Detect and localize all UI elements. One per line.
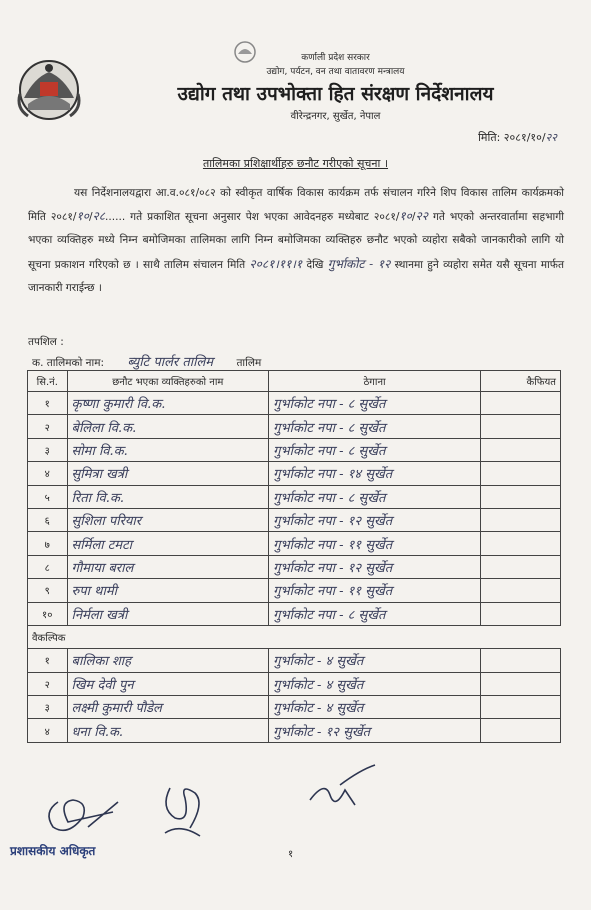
row-serial-number: ४ <box>28 462 68 485</box>
province-government-line: कर्णाली प्रदेश सरकार <box>301 53 370 63</box>
table-header-row <box>28 371 561 392</box>
row-address: गुर्भाकोट - ४ सुर्खेत <box>269 696 481 719</box>
selected-participants-table <box>27 370 561 743</box>
row-remarks <box>480 462 560 485</box>
row-address: गुर्भाकोट नपा - १२ सुर्खेत <box>269 555 481 578</box>
row-remarks <box>480 672 560 695</box>
table-row <box>28 462 561 485</box>
row-person-name: धना वि.क. <box>67 719 269 742</box>
row-remarks <box>480 719 560 742</box>
table-row <box>28 602 561 625</box>
office-address: वीरेन्द्रनगर, सुर्खेत, नेपाल <box>290 111 381 122</box>
row-remarks <box>480 602 560 625</box>
col-header-remarks: कैफियत <box>480 371 560 392</box>
row-serial-number: २ <box>28 415 68 438</box>
row-person-name: कृष्णा कुमारी वि.क. <box>67 392 269 415</box>
row-serial-number: ३ <box>28 438 68 461</box>
row-address: गुर्भाकोट नपा - १४ सुर्खेत <box>269 462 481 485</box>
row-person-name: गौमाया बराल <box>67 555 269 578</box>
row-person-name: रिता वि.क. <box>67 485 269 508</box>
row-serial-number: ४ <box>28 719 68 742</box>
row-serial-number: ८ <box>28 555 68 578</box>
page-number: १ <box>288 849 294 860</box>
notice-date: मिति: २०८१/१०/२२ <box>478 131 557 144</box>
row-address: गुर्भाकोट नपा - ८ सुर्खेत <box>269 415 481 438</box>
row-person-name: बालिका शाह <box>67 649 269 672</box>
table-row <box>28 555 561 578</box>
row-address: गुर्भाकोट नपा - ८ सुर्खेत <box>269 392 481 415</box>
row-serial-number: ६ <box>28 508 68 531</box>
notice-subject: तालिमका प्रशिक्षार्थीहरु छनौट गरीएको सूचना । <box>202 157 389 170</box>
row-person-name: सुशिला परियार <box>67 508 269 531</box>
row-person-name: बेलिला वि.क. <box>67 415 269 438</box>
col-header-sn: सि.नं. <box>28 371 68 392</box>
row-person-name: लक्ष्मी कुमारी पौडेल <box>67 696 269 719</box>
row-address: गुर्भाकोट नपा - १२ सुर्खेत <box>269 508 481 531</box>
row-person-name: खिम देवी पुन <box>67 672 269 695</box>
notice-body: यस निर्देशनालयद्वारा आ.व.०८१/०८२ को स्वीकृत वार्षिक विकास कार्यक्रम तर्फ संचालन गरिने शिप विकास तालिम कार्यक्रमको मिति २०८१/१०/२८...... गते प्रकाशित सूचना अनुसार पेश भएका आवेदनहरु मध्येबाट २०८१/१०/२२ गते भएको अन्तरवार्तामा सहभागी भएका व्यक्तिहरु मध्ये निम्न बमोजिमका तालिमका लागि निम्न बमोजिमका व्यक्तिहरु छनौट भएको व्यहोरा सबैको जानकारीको लागि यो सूचना प्रकाशन गरिएको छ । साथै तालिम संचालन मिति २०८१।११।१ देखि गुर्भाकोट - १२ स्थानमा हुने व्यहोरा समेत यसै सूचना मार्फत जानकारी गराईन्छ । <box>28 187 564 294</box>
table-row <box>28 508 561 531</box>
row-serial-number: ७ <box>28 532 68 555</box>
officer-title: प्रशासकीय अधिकृत <box>10 844 96 858</box>
table-row <box>28 485 561 508</box>
row-remarks <box>480 485 560 508</box>
row-serial-number: १ <box>28 649 68 672</box>
table-row <box>28 532 561 555</box>
row-person-name: सुमित्रा खत्री <box>67 462 269 485</box>
row-address: गुर्भाकोट - ४ सुर्खेत <box>269 672 481 695</box>
alternate-label-row: वैकल्पिक <box>28 625 561 648</box>
row-remarks <box>480 415 560 438</box>
table-row <box>28 719 561 742</box>
table-row <box>28 672 561 695</box>
row-remarks <box>480 532 560 555</box>
table-row <box>28 392 561 415</box>
row-remarks <box>480 392 560 415</box>
row-address: गुर्भाकोट - १२ सुर्खेत <box>269 719 481 742</box>
row-remarks <box>480 649 560 672</box>
table-row <box>28 696 561 719</box>
row-person-name: निर्मला खत्री <box>67 602 269 625</box>
row-person-name: सर्मिला टमटा <box>67 532 269 555</box>
row-serial-number: ५ <box>28 485 68 508</box>
col-header-name: छनौट भएका व्यक्तिहरुको नाम <box>67 371 269 392</box>
table-row <box>28 649 561 672</box>
row-remarks <box>480 508 560 531</box>
training-name-line: क. तालिमको नाम: ब्युटि पार्लर तालिम तालिम <box>32 355 262 370</box>
row-address: गुर्भाकोट नपा - ८ सुर्खेत <box>269 602 481 625</box>
signature-2 <box>150 778 220 844</box>
col-header-address: ठेगाना <box>269 371 481 392</box>
table-row <box>28 415 561 438</box>
training-name-value: ब्युटि पार्लर तालिम <box>107 355 233 371</box>
row-address: गुर्भाकोट - ४ सुर्खेत <box>269 649 481 672</box>
row-serial-number: ९ <box>28 579 68 602</box>
signature-1 <box>38 782 128 842</box>
row-person-name: सोमा वि.क. <box>67 438 269 461</box>
row-address: गुर्भाकोट नपा - ११ सुर्खेत <box>269 532 481 555</box>
table-row <box>28 579 561 602</box>
row-address: गुर्भाकोट नपा - ८ सुर्खेत <box>269 485 481 508</box>
row-remarks <box>480 579 560 602</box>
office-name: उद्योग तथा उपभोक्ता हित संरक्षण निर्देशनालय <box>177 83 494 105</box>
row-serial-number: ३ <box>28 696 68 719</box>
signature-3 <box>300 760 390 820</box>
row-serial-number: १० <box>28 602 68 625</box>
row-person-name: रुपा थामी <box>67 579 269 602</box>
row-serial-number: १ <box>28 392 68 415</box>
row-address: गुर्भाकोट नपा - ८ सुर्खेत <box>269 438 481 461</box>
row-remarks <box>480 555 560 578</box>
table-row <box>28 438 561 461</box>
row-remarks <box>480 696 560 719</box>
row-serial-number: २ <box>28 672 68 695</box>
row-remarks <box>480 438 560 461</box>
ministry-line: उद्योग, पर्यटन, वन तथा वातावरण मन्त्रालय <box>266 67 405 77</box>
row-address: गुर्भाकोट नपा - ११ सुर्खेत <box>269 579 481 602</box>
details-label: तपशिल : <box>28 336 64 348</box>
